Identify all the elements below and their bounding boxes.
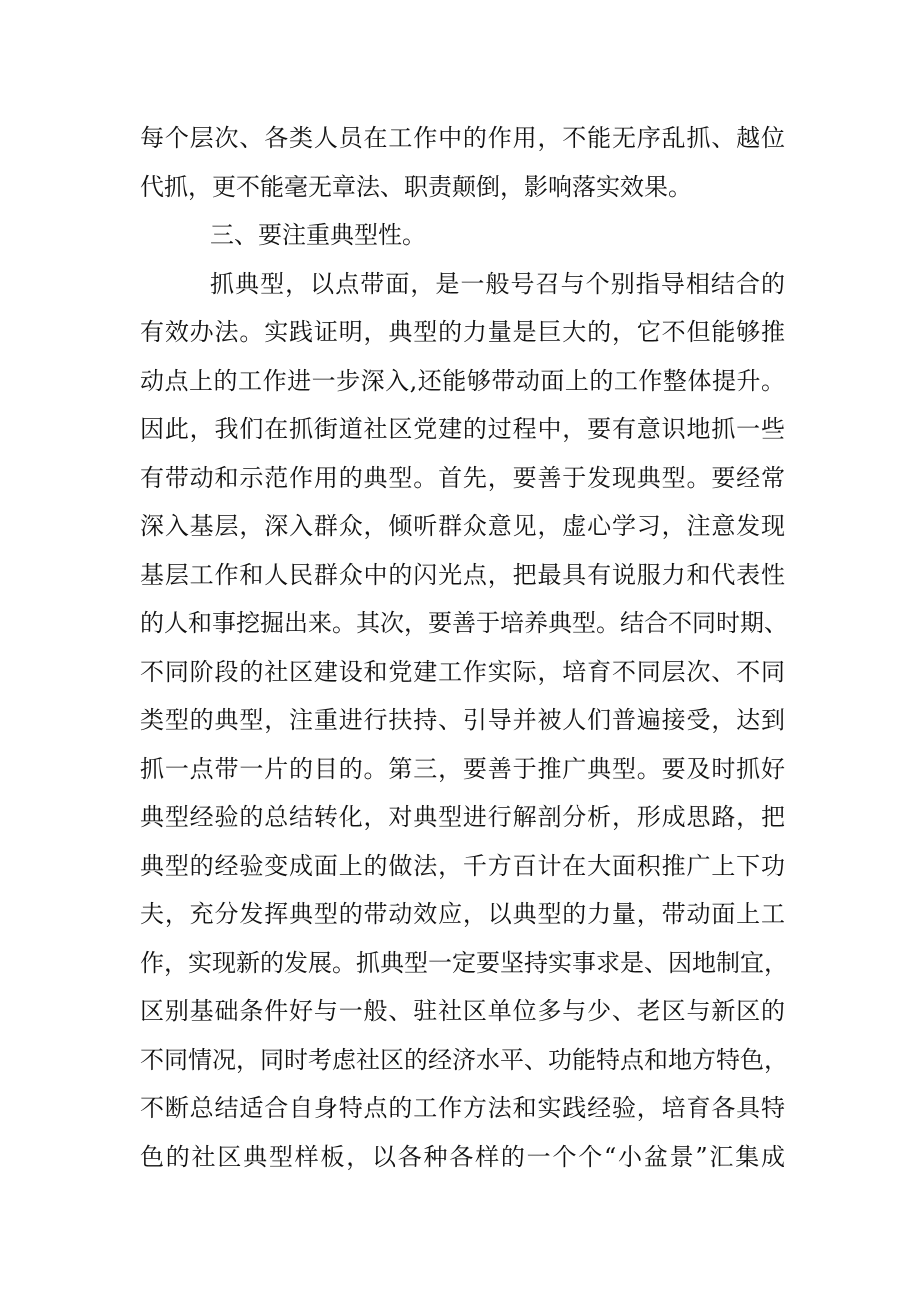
text-line: 不断总结适合自身特点的工作方法和实践经验，培育各具特 bbox=[140, 1094, 785, 1122]
text-line: 不同阶段的社区建设和党建工作实际，培育不同层次、不同 bbox=[140, 657, 785, 686]
text-line: 因此，我们在抓街道社区党建的过程中，要有意识地抓一些 bbox=[140, 415, 785, 443]
text-line: 色的社区典型样板，以各种各样的一个个“小盆景”汇集成 bbox=[140, 1142, 785, 1171]
text-line: 典型的经验变成面上的做法，千方百计在大面积推广上下功 bbox=[140, 851, 785, 880]
text-line: 不同情况，同时考虑社区的经济水平、功能特点和地方特色， bbox=[140, 1045, 788, 1074]
text-line: 每个层次、各类人员在工作中的作用，不能无序乱抓、越位 bbox=[140, 124, 785, 152]
document-body bbox=[140, 114, 788, 1181]
text-line: 有效办法。实践证明，典型的力量是巨大的，它不但能够推 bbox=[140, 318, 785, 346]
text-line: 有带动和示范作用的典型。首先，要善于发现典型。要经常 bbox=[140, 463, 785, 492]
text-line: 作，实现新的发展。抓典型一定要坚持实事求是、因地制宜， bbox=[140, 948, 788, 977]
text-line: 代抓，更不能毫无章法、职责颠倒，影响落实效果。 bbox=[140, 172, 692, 201]
text-line: 动点上的工作进一步深入,还能够带动面上的工作整体提升。 bbox=[140, 366, 785, 395]
text-line: 深入基层，深入群众，倾听群众意见，虚心学习，注意发现 bbox=[140, 512, 785, 540]
text-line: 类型的典型，注重进行扶持、引导并被人们普遍接受，达到 bbox=[140, 706, 785, 734]
text-line: 基层工作和人民群众中的闪光点，把最具有说服力和代表性 bbox=[140, 560, 785, 589]
section-heading: 三、要注重典型性。 bbox=[210, 221, 426, 249]
paragraph-first-line: 抓典型，以点带面，是一般号召与个别指导相结合的 bbox=[210, 269, 785, 298]
text-line: 区别基础条件好与一般、驻社区单位多与少、老区与新区的 bbox=[140, 997, 785, 1025]
text-line: 夫，充分发挥典型的带动效应，以典型的力量，带动面上工 bbox=[140, 900, 785, 928]
text-line: 典型经验的总结转化，对典型进行解剖分析，形成思路，把 bbox=[140, 803, 785, 831]
text-line: 的人和事挖掘出来。其次，要善于培养典型。结合不同时期、 bbox=[140, 609, 788, 637]
text-line: 抓一点带一片的目的。第三，要善于推广典型。要及时抓好 bbox=[140, 754, 785, 783]
